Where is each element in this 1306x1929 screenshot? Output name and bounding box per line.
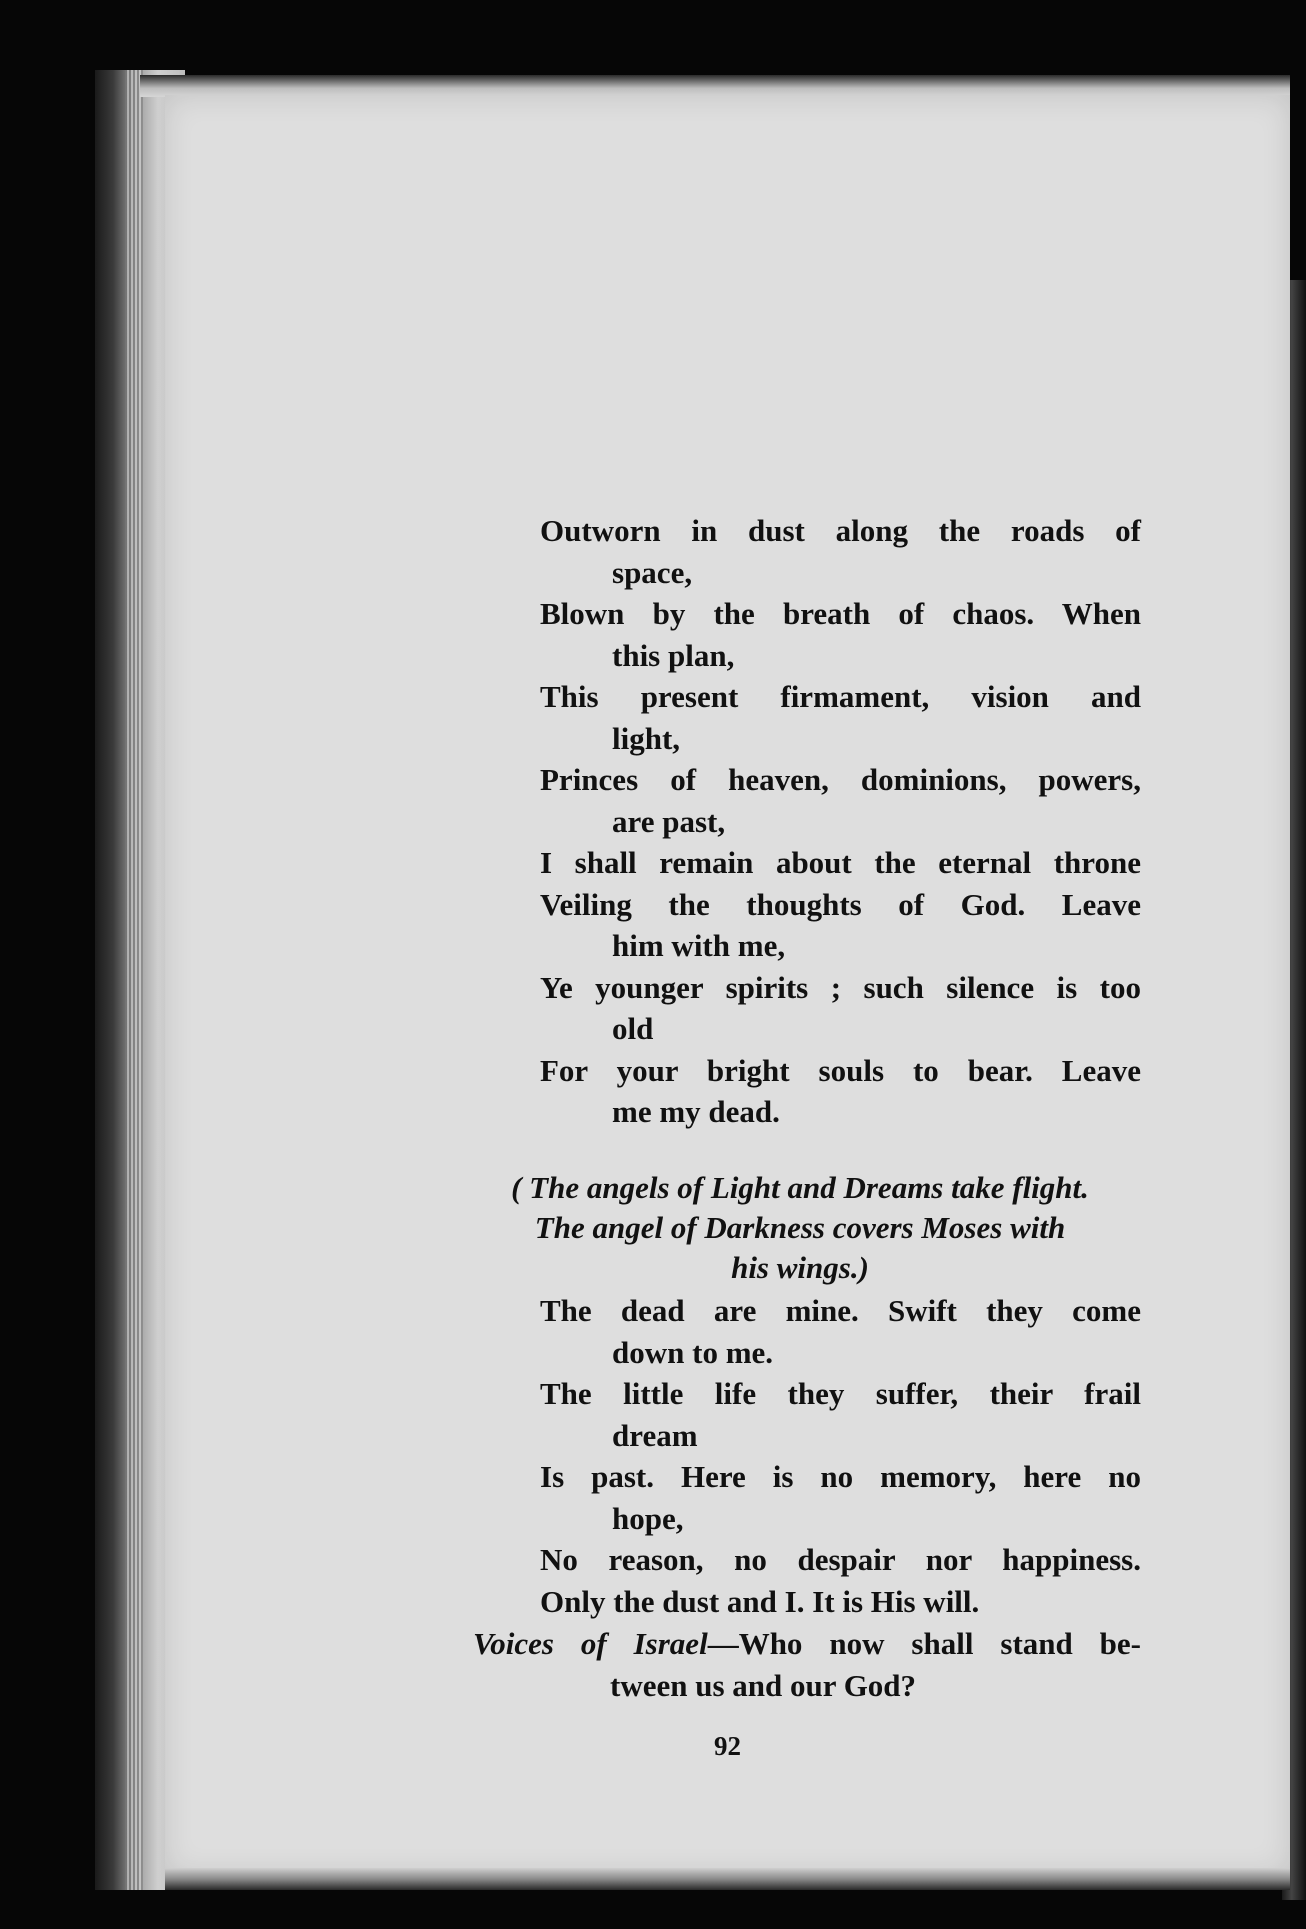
verse-line: For your bright souls to bear. Leave	[540, 1052, 1141, 1088]
verse-line: Outworn in dust along the roads of	[540, 513, 1141, 548]
verse-line: down to me.	[612, 1334, 774, 1370]
verse-line: No reason, no despair nor happiness.	[540, 1542, 1141, 1577]
speaker-text: —Who now shall stand be-	[707, 1626, 1141, 1661]
page-number: 92	[714, 1731, 741, 1761]
verse-line: him with me,	[612, 928, 786, 963]
page-bottom-edge	[165, 1868, 1290, 1890]
verse-block-top	[540, 510, 1141, 1133]
verse-line: old	[612, 1011, 654, 1046]
speaker-name: Voices of Israel	[473, 1626, 708, 1661]
verse-line: hope,	[612, 1500, 684, 1536]
verse-line: Only the dust and I. It is His will.	[540, 1583, 980, 1619]
verse-line: Veiling the thoughts of God. Leave	[540, 886, 1141, 922]
verse-line: The dead are mine. Swift they come	[540, 1293, 1141, 1328]
verse-line: are past,	[612, 803, 726, 839]
stage-direction-line: The angel of Darkness covers Moses with	[534, 1210, 1066, 1245]
book-page	[165, 95, 1290, 1875]
stage-direction	[450, 1168, 1150, 1288]
verse-line: me my dead.	[612, 1094, 780, 1129]
verse-line: Blown by the breath of chaos. When	[540, 596, 1141, 631]
verse-block-bottom	[540, 1290, 1141, 1622]
stage-direction-line: ( The angels of Light and Dreams take flight.	[511, 1170, 1089, 1205]
speaker-line	[473, 1623, 1141, 1665]
verse-line: This present firmament, vision and	[540, 679, 1141, 714]
speaker-block	[473, 1623, 1141, 1706]
verse-line: Is past. Here is no memory, here no	[540, 1459, 1141, 1494]
verse-line: The little life they suffer, their frail	[540, 1376, 1141, 1411]
speaker-continuation: tween us and our God?	[610, 1667, 917, 1703]
verse-line: I shall remain about the eternal throne	[540, 845, 1141, 880]
stage-direction-line: his wings.)	[731, 1250, 869, 1285]
verse-line: light,	[612, 720, 681, 756]
verse-line: Princes of heaven, dominions, powers,	[540, 762, 1141, 797]
verse-line: dream	[612, 1417, 698, 1453]
page-top-edge	[140, 75, 1290, 97]
verse-line: space,	[612, 554, 693, 590]
verse-line: Ye younger spirits ; such silence is too	[540, 969, 1141, 1005]
verse-line: this plan,	[612, 637, 735, 673]
